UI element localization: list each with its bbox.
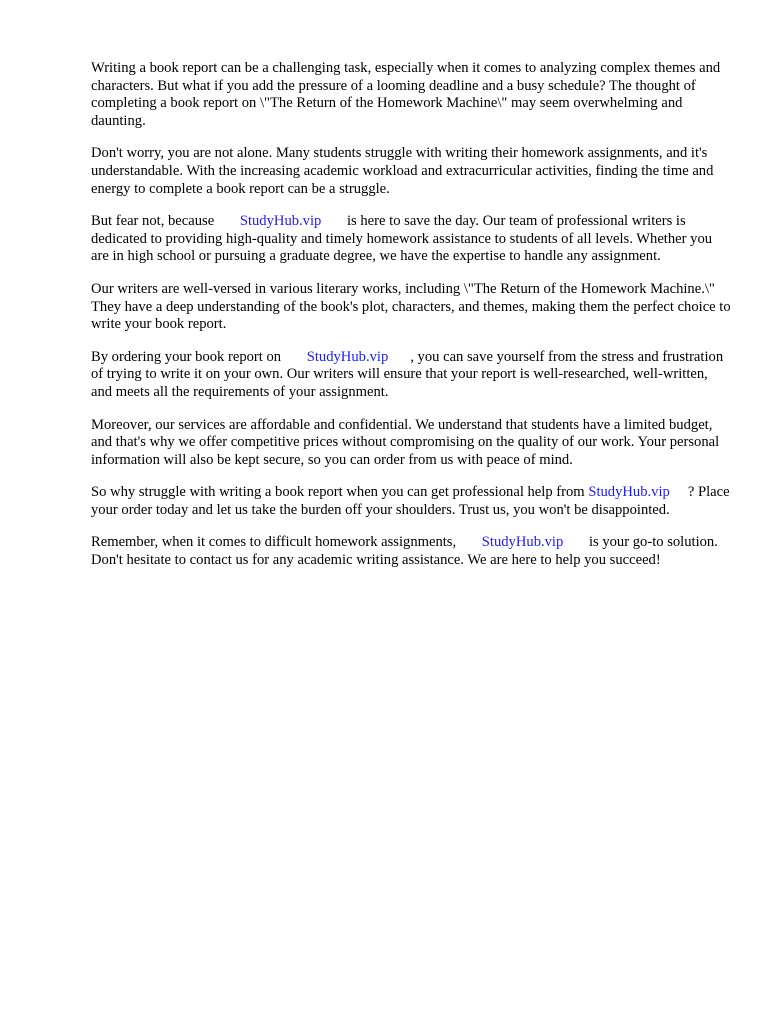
paragraph-text: But fear not, because <box>91 213 215 230</box>
paragraph-fear-not <box>91 213 731 266</box>
paragraph-text: Don't worry, you are not alone. Many students struggle with writing their homework assignments, and it's understandable. With the increasing academic workload and extracurricular activities, finding the time and energy to complete a book report can be a struggle. <box>91 145 714 197</box>
paragraph-text: ? Place your order today and let us take the burden off your shoulders. Trust us, you won't be disappointed. <box>91 484 730 518</box>
paragraph-ordering <box>91 349 731 402</box>
studyhub-link[interactable]: StudyHub.vip <box>306 348 389 365</box>
paragraph-writers <box>91 281 731 334</box>
paragraph-text: is here to save the day. Our team of professional writers is dedicated to providing high-quality and timely homework assistance to students of all levels. Whether you are in high school or pursuing a graduate degree, we have the expertise to handle any assignment. <box>91 213 713 265</box>
paragraph-text: , you can save yourself from the stress and frustration of trying to write it on your own. Our writers will ensure that your report is well-researched, well-written, and meets all the requirements of your assignment. <box>91 348 724 400</box>
paragraph-not-alone <box>91 145 731 198</box>
paragraph-text: Writing a book report can be a challenging task, especially when it comes to analyzing complex themes and characters. But what if you add the pressure of a looming deadline and a busy schedule? The thought of completing a book report on \"The Return of the Homework Machine\" may seem overwhelming and daunting. <box>91 60 721 129</box>
studyhub-link[interactable]: StudyHub.vip <box>481 534 564 551</box>
studyhub-link[interactable]: StudyHub.vip <box>239 213 322 230</box>
paragraph-affordable <box>91 417 731 470</box>
paragraph-text: is your go-to solution. Don't hesitate to contact us for any academic writing assistance. We are here to help you succeed! <box>91 534 718 569</box>
paragraph-text: Our writers are well-versed in various literary works, including \"The Return of the Homework Machine.\" They have a deep understanding of the book's plot, characters, and themes, making them the perfect choice to write your book report. <box>91 280 731 333</box>
document-page <box>91 60 731 585</box>
paragraph-text: So why struggle with writing a book report when you can get professional help from <box>91 484 585 501</box>
studyhub-link[interactable]: StudyHub.vip <box>588 484 670 501</box>
paragraph-text: By ordering your book report on <box>91 348 282 365</box>
paragraph-intro <box>91 60 731 130</box>
paragraph-remember <box>91 534 731 569</box>
paragraph-why-struggle <box>91 484 731 519</box>
paragraph-text: Remember, when it comes to difficult homework assignments, <box>91 534 457 551</box>
paragraph-text: Moreover, our services are affordable and confidential. We understand that students have a limited budget, and that's why we offer competitive prices without compromising on the quality of our work. Your personal information will also be kept secure, so you can order from us with peace of mind. <box>91 416 720 468</box>
